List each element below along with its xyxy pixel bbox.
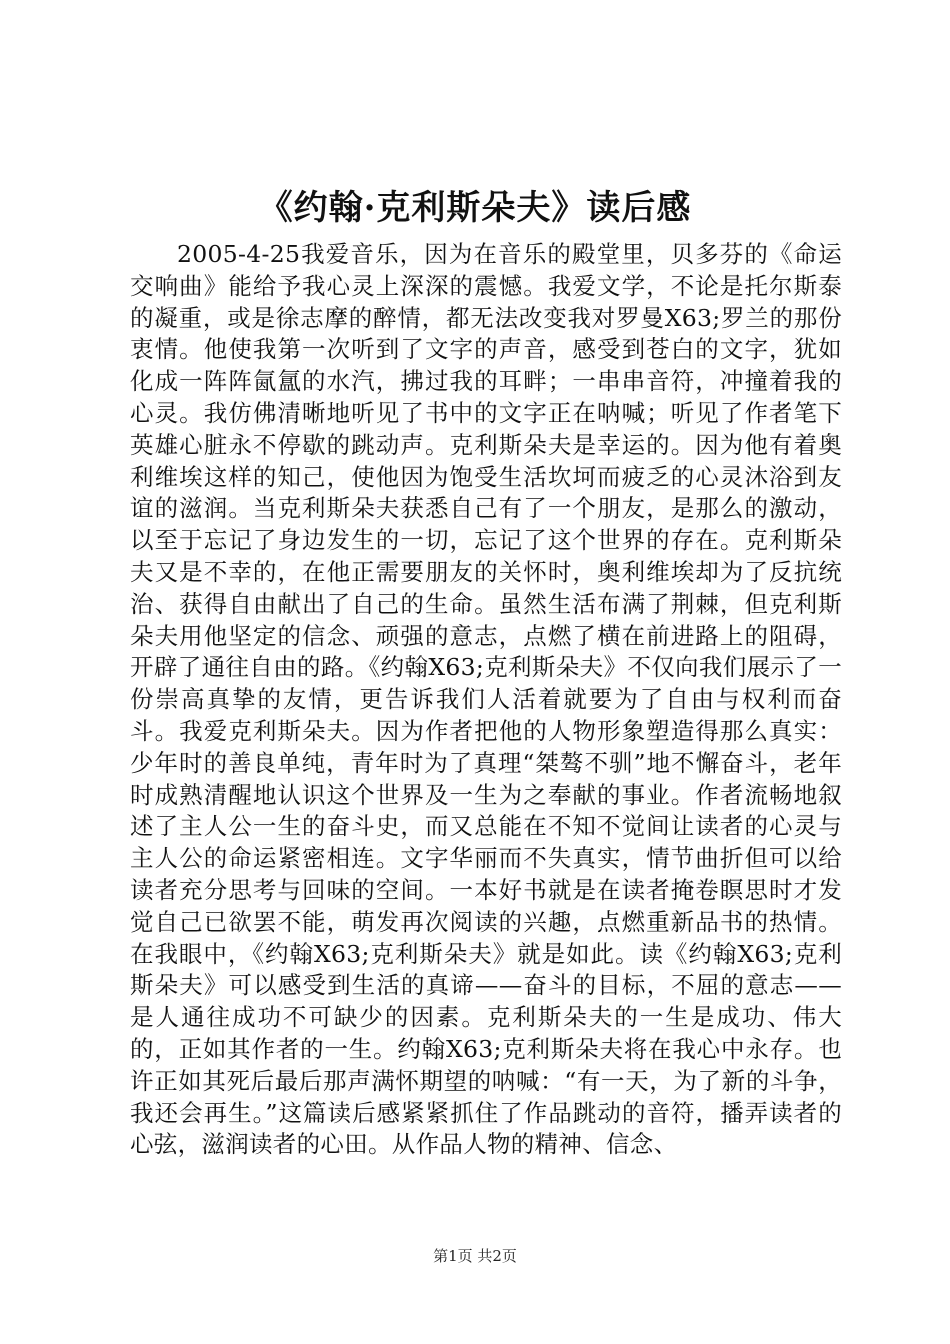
- page-footer: 第1页 共2页: [433, 1247, 517, 1265]
- document-body-paragraph: 2005-4-25我爱音乐，因为在音乐的殿堂里，贝多芬的《命运交响曲》能给予我心灵上深深的震憾。我爱文学，不论是托尔斯泰的凝重，或是徐志摩的醉情，都无法改变我对罗曼X63;罗兰的那份衷情。他使我第一次听到了文字的声音，感受到苍白的文字，犹如化成一阵阵氤氲的水汽，拂过我的耳畔；一串串音符，冲撞着我的心灵。我仿佛清晰地听见了书中的文字正在呐喊；听见了作者笔下英雄心脏永不停歇的跳动声。克利斯朵夫是幸运的。因为他有着奥利维埃这样的知己，使他因为饱受生活坎坷而疲乏的心灵沐浴到友谊的滋润。当克利斯朵夫获悉自己有了一个朋友，是那么的激动，以至于忘记了身边发生的一切，忘记了这个世界的存在。克利斯朵夫又是不幸的，在他正需要朋友的关怀时，奥利维埃却为了反抗统治、获得自由献出了自己的生命。虽然生活布满了荆棘，但克利斯朵夫用他坚定的信念、顽强的意志，点燃了横在前进路上的阻碍，开辟了通往自由的路。《约翰X63;克利斯朵夫》不仅向我们展示了一份崇高真挚的友情，更告诉我们人活着就要为了自由与权利而奋斗。我爱克利斯朵夫。因为作者把他的人物形象塑造得那么真实：少年时的善良单纯，青年时为了真理“桀骜不驯”地不懈奋斗，老年时成熟清醒地认识这个世界及一生为之奉献的事业。作者流畅地叙述了主人公一生的奋斗史，而又总能在不知不觉间让读者的心灵与主人公的命运紧密相连。文字华丽而不失真实，情节曲折但可以给读者充分思考与回味的空间。一本好书就是在读者掩卷瞑思时才发觉自己已欲罢不能，萌发再次阅读的兴趣，点燃重新品书的热情。在我眼中，《约翰X63;克利斯朵夫》就是如此。读《约翰X63;克利斯朵夫》可以感受到生活的真谛——奋斗的目标，不屈的意志——是人通往成功不可缺少的因素。克利斯朵夫的一生是成功、伟大的，正如其作者的一生。约翰X63;克利斯朵夫将在我心中永存。也许正如其死后最后那声满怀期望的呐喊：“有一天，为了新的斗争，我还会再生。”这篇读后感紧紧抓住了作品跳动的音符，播弄读者的心弦，滋润读者的心田。从作品人物的精神、信念、: [130, 240, 842, 1159]
- document-title: 《约翰·克利斯朵夫》读后感: [258, 188, 692, 228]
